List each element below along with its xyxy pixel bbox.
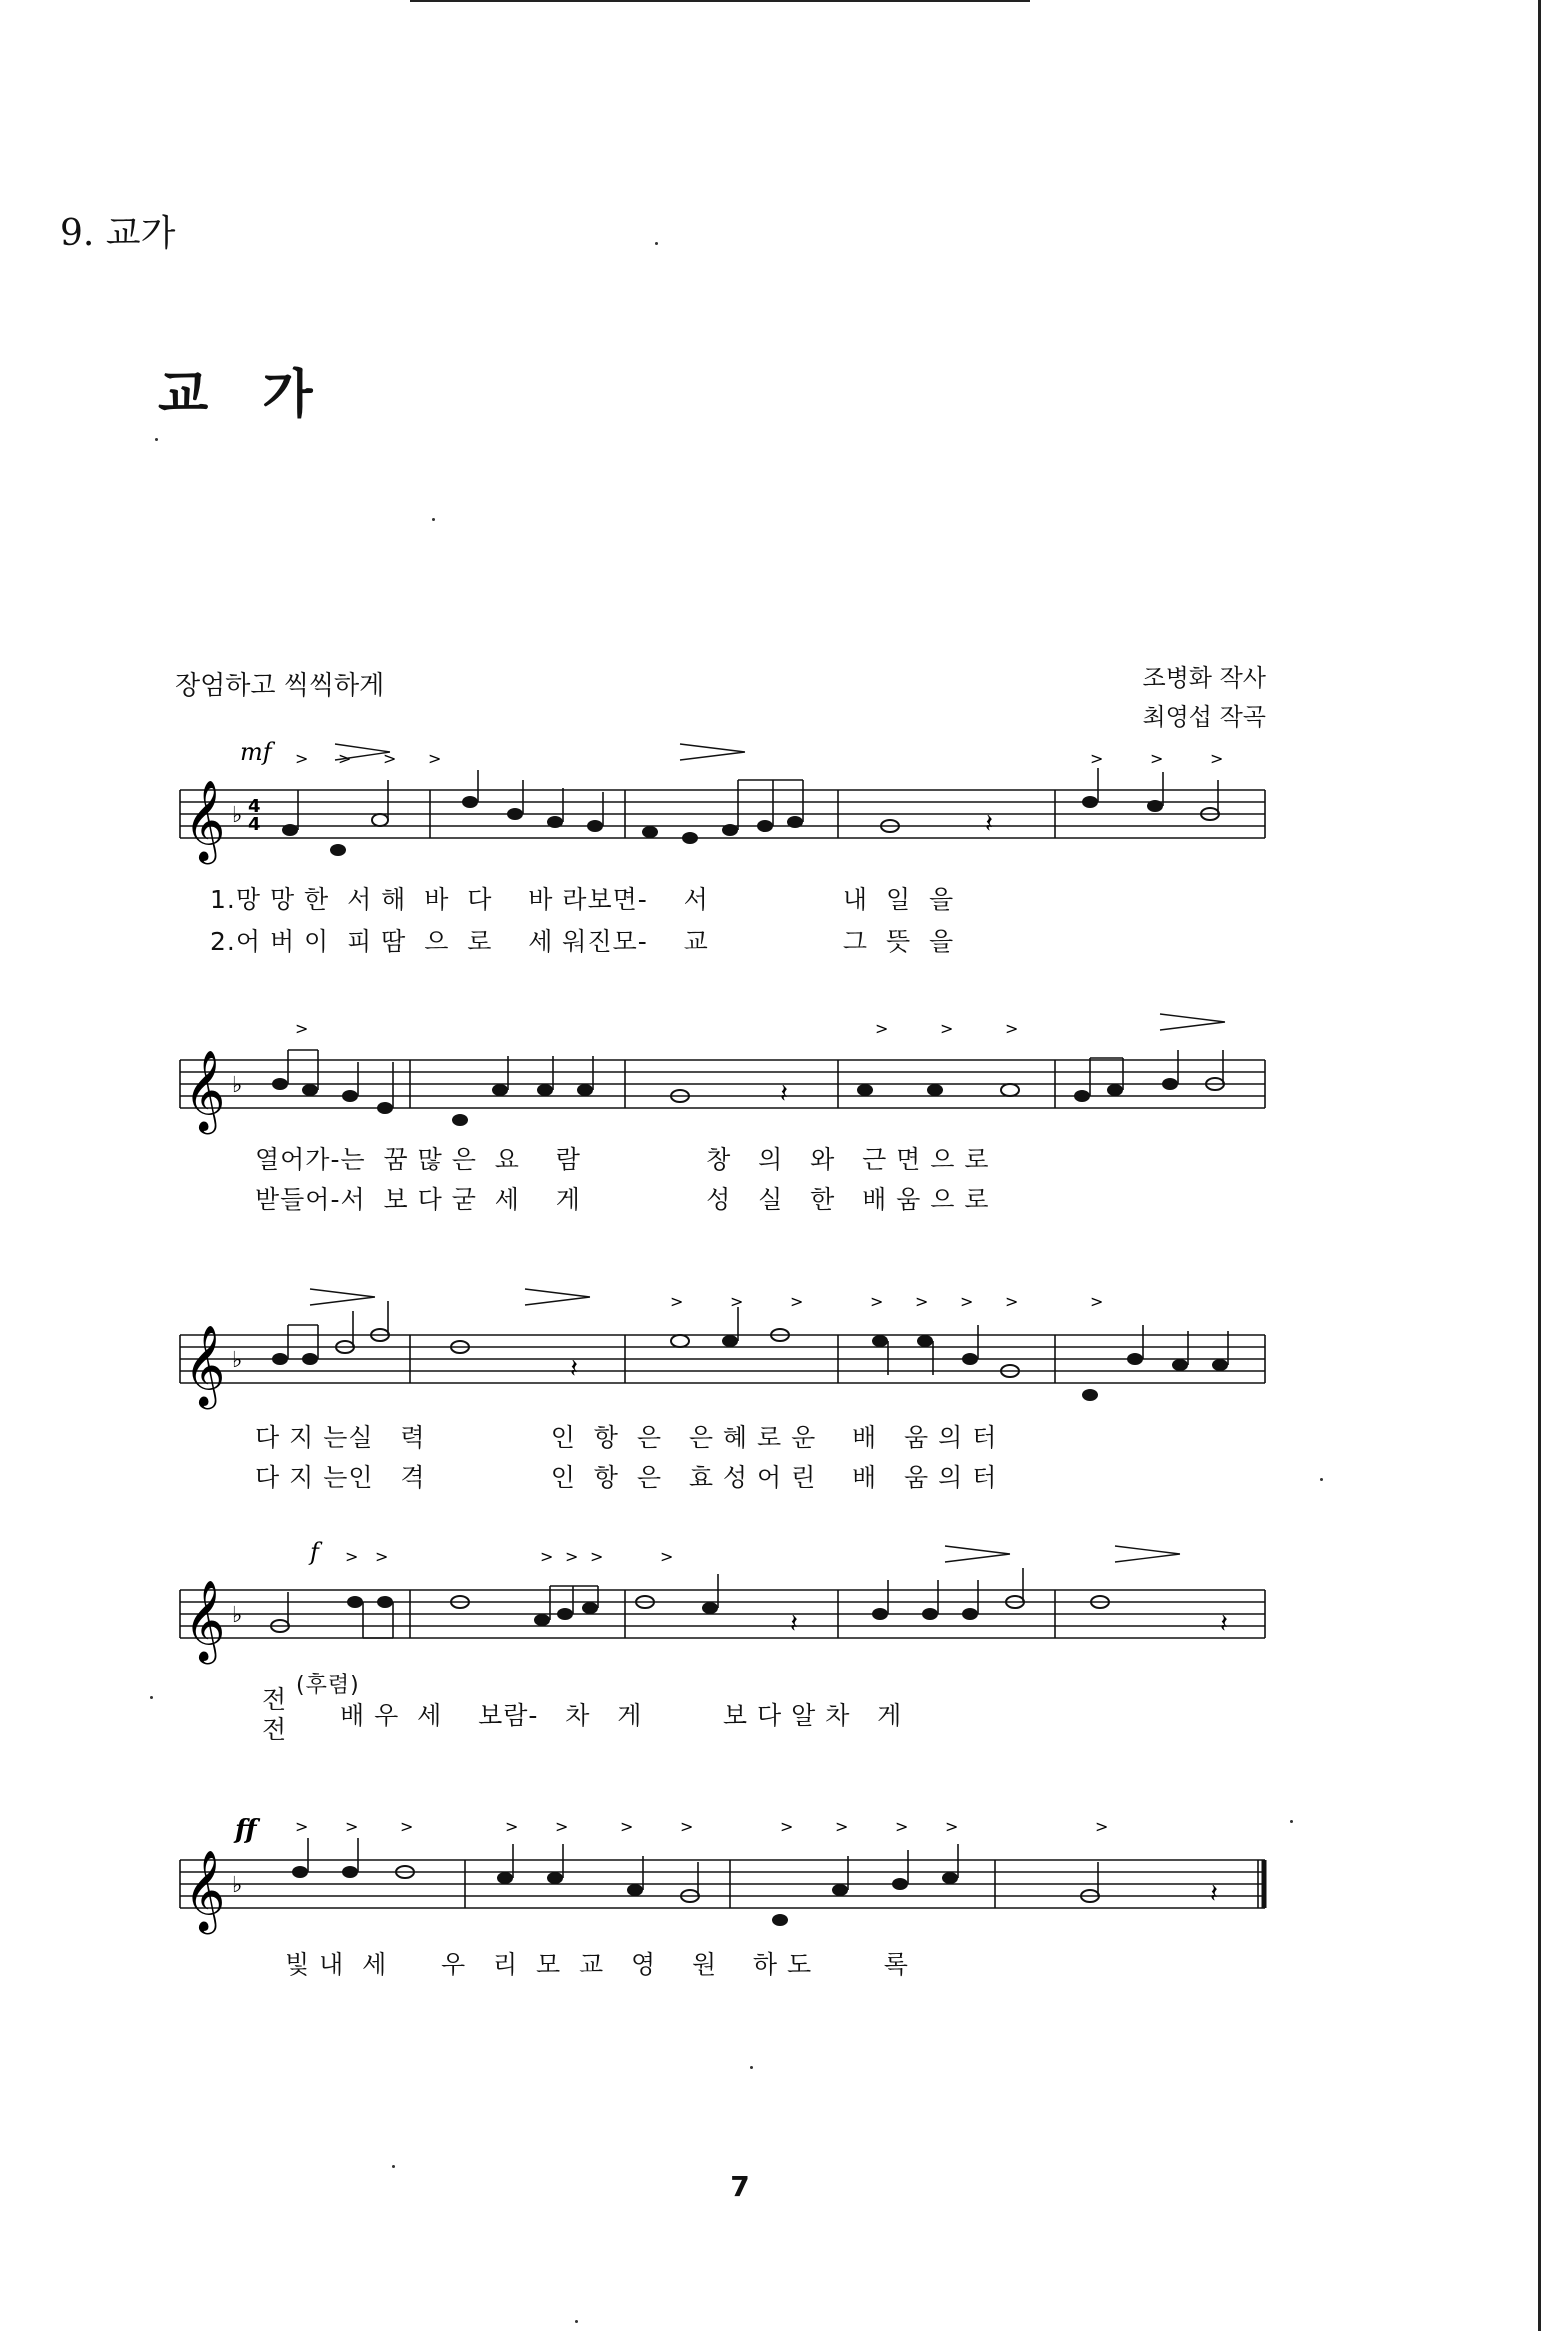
lyric-line3-verse1: 다 지 는실 력 인 항 은 은 혜 로 운 배 움 의 터 (255, 1423, 998, 1452)
scan-speck (575, 2320, 578, 2323)
svg-text:>: > (505, 1817, 519, 1836)
svg-text:>: > (660, 1547, 674, 1566)
dynamic-ff: ff (235, 1815, 257, 1845)
dynamic-f: f (310, 1540, 319, 1566)
svg-text:>: > (345, 1817, 359, 1836)
svg-text:>: > (915, 1292, 929, 1311)
section-heading: 9. 교가 (60, 213, 176, 254)
svg-text:>: > (875, 1019, 889, 1038)
svg-text:>: > (730, 1292, 744, 1311)
svg-text:>: > (345, 1547, 359, 1566)
right-border (1538, 0, 1541, 2331)
svg-text:>: > (790, 1292, 804, 1311)
tempo-marking: 장엄하고 씩씩하게 (175, 671, 385, 701)
lyric-line1-verse2: 2.어 버 이 피 땀 으 로 세 워진모- 교 그 뜻 을 (210, 927, 955, 956)
scan-speck (1290, 1820, 1293, 1823)
svg-text:>: > (295, 1817, 309, 1836)
svg-text:♭: ♭ (232, 1348, 243, 1373)
lyric-line1-verse1: 1.망 망 한 서 해 바 다 바 라보면- 서 내 일 을 (210, 885, 955, 914)
svg-text:𝄽: 𝄽 (780, 1079, 788, 1109)
lyric-line3-verse2: 다 지 는인 격 인 항 은 효 성 어 린 배 움 의 터 (255, 1463, 998, 1492)
svg-text:>: > (1005, 1292, 1019, 1311)
svg-text:>: > (540, 1547, 554, 1566)
svg-text:>: > (960, 1292, 974, 1311)
svg-text:>: > (780, 1817, 794, 1836)
svg-text:>: > (680, 1817, 694, 1836)
svg-text:>: > (1090, 749, 1104, 768)
svg-text:>: > (565, 1547, 579, 1566)
scan-speck (655, 242, 658, 245)
music-staff-4 (170, 1540, 1270, 1680)
svg-text:♭: ♭ (232, 1073, 243, 1098)
svg-text:𝄞: 𝄞 (184, 1324, 226, 1406)
music-staff-5 (170, 1810, 1270, 1950)
scan-speck (392, 2165, 395, 2168)
svg-text:>: > (945, 1817, 959, 1836)
music-staff-2 (170, 1010, 1270, 1150)
refrain-label: (후렴) (296, 1673, 360, 1698)
scan-speck (150, 1696, 153, 1699)
svg-text:>: > (1150, 749, 1164, 768)
svg-text:>: > (1005, 1019, 1019, 1038)
top-rule (410, 0, 1030, 2)
svg-text:>: > (895, 1817, 909, 1836)
lyric-line4-left2: 전 (262, 1715, 288, 1744)
svg-text:𝄞: 𝄞 (184, 1849, 226, 1931)
svg-text:𝄽: 𝄽 (1220, 1609, 1228, 1639)
svg-text:𝄽: 𝄽 (1210, 1879, 1218, 1909)
svg-text:>: > (555, 1817, 569, 1836)
composer-credit: 최영섭 작곡 (1142, 703, 1266, 731)
svg-text:>: > (338, 749, 352, 768)
lyric-line4: 배 우 세 보람- 차 게 보 다 알 차 게 (340, 1701, 903, 1730)
scan-speck (750, 2066, 753, 2069)
svg-text:𝄽: 𝄽 (570, 1354, 578, 1384)
svg-text:>: > (375, 1547, 389, 1566)
scan-speck (432, 518, 435, 521)
music-staff-1 (170, 740, 1270, 880)
page-number: 7 (730, 2170, 750, 2203)
svg-text:𝄞: 𝄞 (184, 1049, 226, 1131)
song-title: 교 가 (158, 365, 331, 425)
svg-text:>: > (1210, 749, 1224, 768)
svg-text:>: > (1090, 1292, 1104, 1311)
svg-text:4: 4 (248, 814, 261, 835)
lyric-line5: 빛 내 세 우 리 모 교 영 원 하 도 록 (285, 1950, 909, 1979)
svg-text:>: > (670, 1292, 684, 1311)
lyric-line2-verse2: 받들어-서 보 다 굳 세 게 성 실 한 배 움 으 로 (255, 1185, 990, 1214)
svg-text:♭: ♭ (232, 803, 243, 828)
lyric-line4-left: 전 (262, 1685, 288, 1714)
svg-text:>: > (295, 1019, 309, 1038)
svg-text:>: > (428, 749, 442, 768)
scan-speck (1320, 1478, 1323, 1481)
svg-text:𝄞: 𝄞 (184, 1579, 226, 1661)
music-staff-3 (170, 1285, 1270, 1425)
svg-text:>: > (870, 1292, 884, 1311)
svg-text:>: > (620, 1817, 634, 1836)
svg-text:>: > (590, 1547, 604, 1566)
scan-speck (155, 438, 158, 441)
svg-text:𝄽: 𝄽 (790, 1609, 798, 1639)
svg-text:>: > (383, 749, 397, 768)
lyric-line2-verse1: 열어가-는 꿈 많 은 요 람 창 의 와 근 면 으 로 (255, 1145, 990, 1174)
svg-text:>: > (400, 1817, 414, 1836)
svg-text:𝄽: 𝄽 (985, 809, 993, 839)
svg-text:4: 4 (248, 796, 261, 817)
svg-text:>: > (835, 1817, 849, 1836)
svg-text:>: > (1095, 1817, 1109, 1836)
svg-text:>: > (940, 1019, 954, 1038)
svg-text:♭: ♭ (232, 1603, 243, 1628)
svg-text:♭: ♭ (232, 1873, 243, 1898)
lyricist-credit: 조병화 작사 (1142, 664, 1266, 692)
dynamic-mf: mf (240, 740, 272, 766)
svg-text:𝄞: 𝄞 (184, 779, 226, 861)
svg-text:>: > (295, 749, 309, 768)
